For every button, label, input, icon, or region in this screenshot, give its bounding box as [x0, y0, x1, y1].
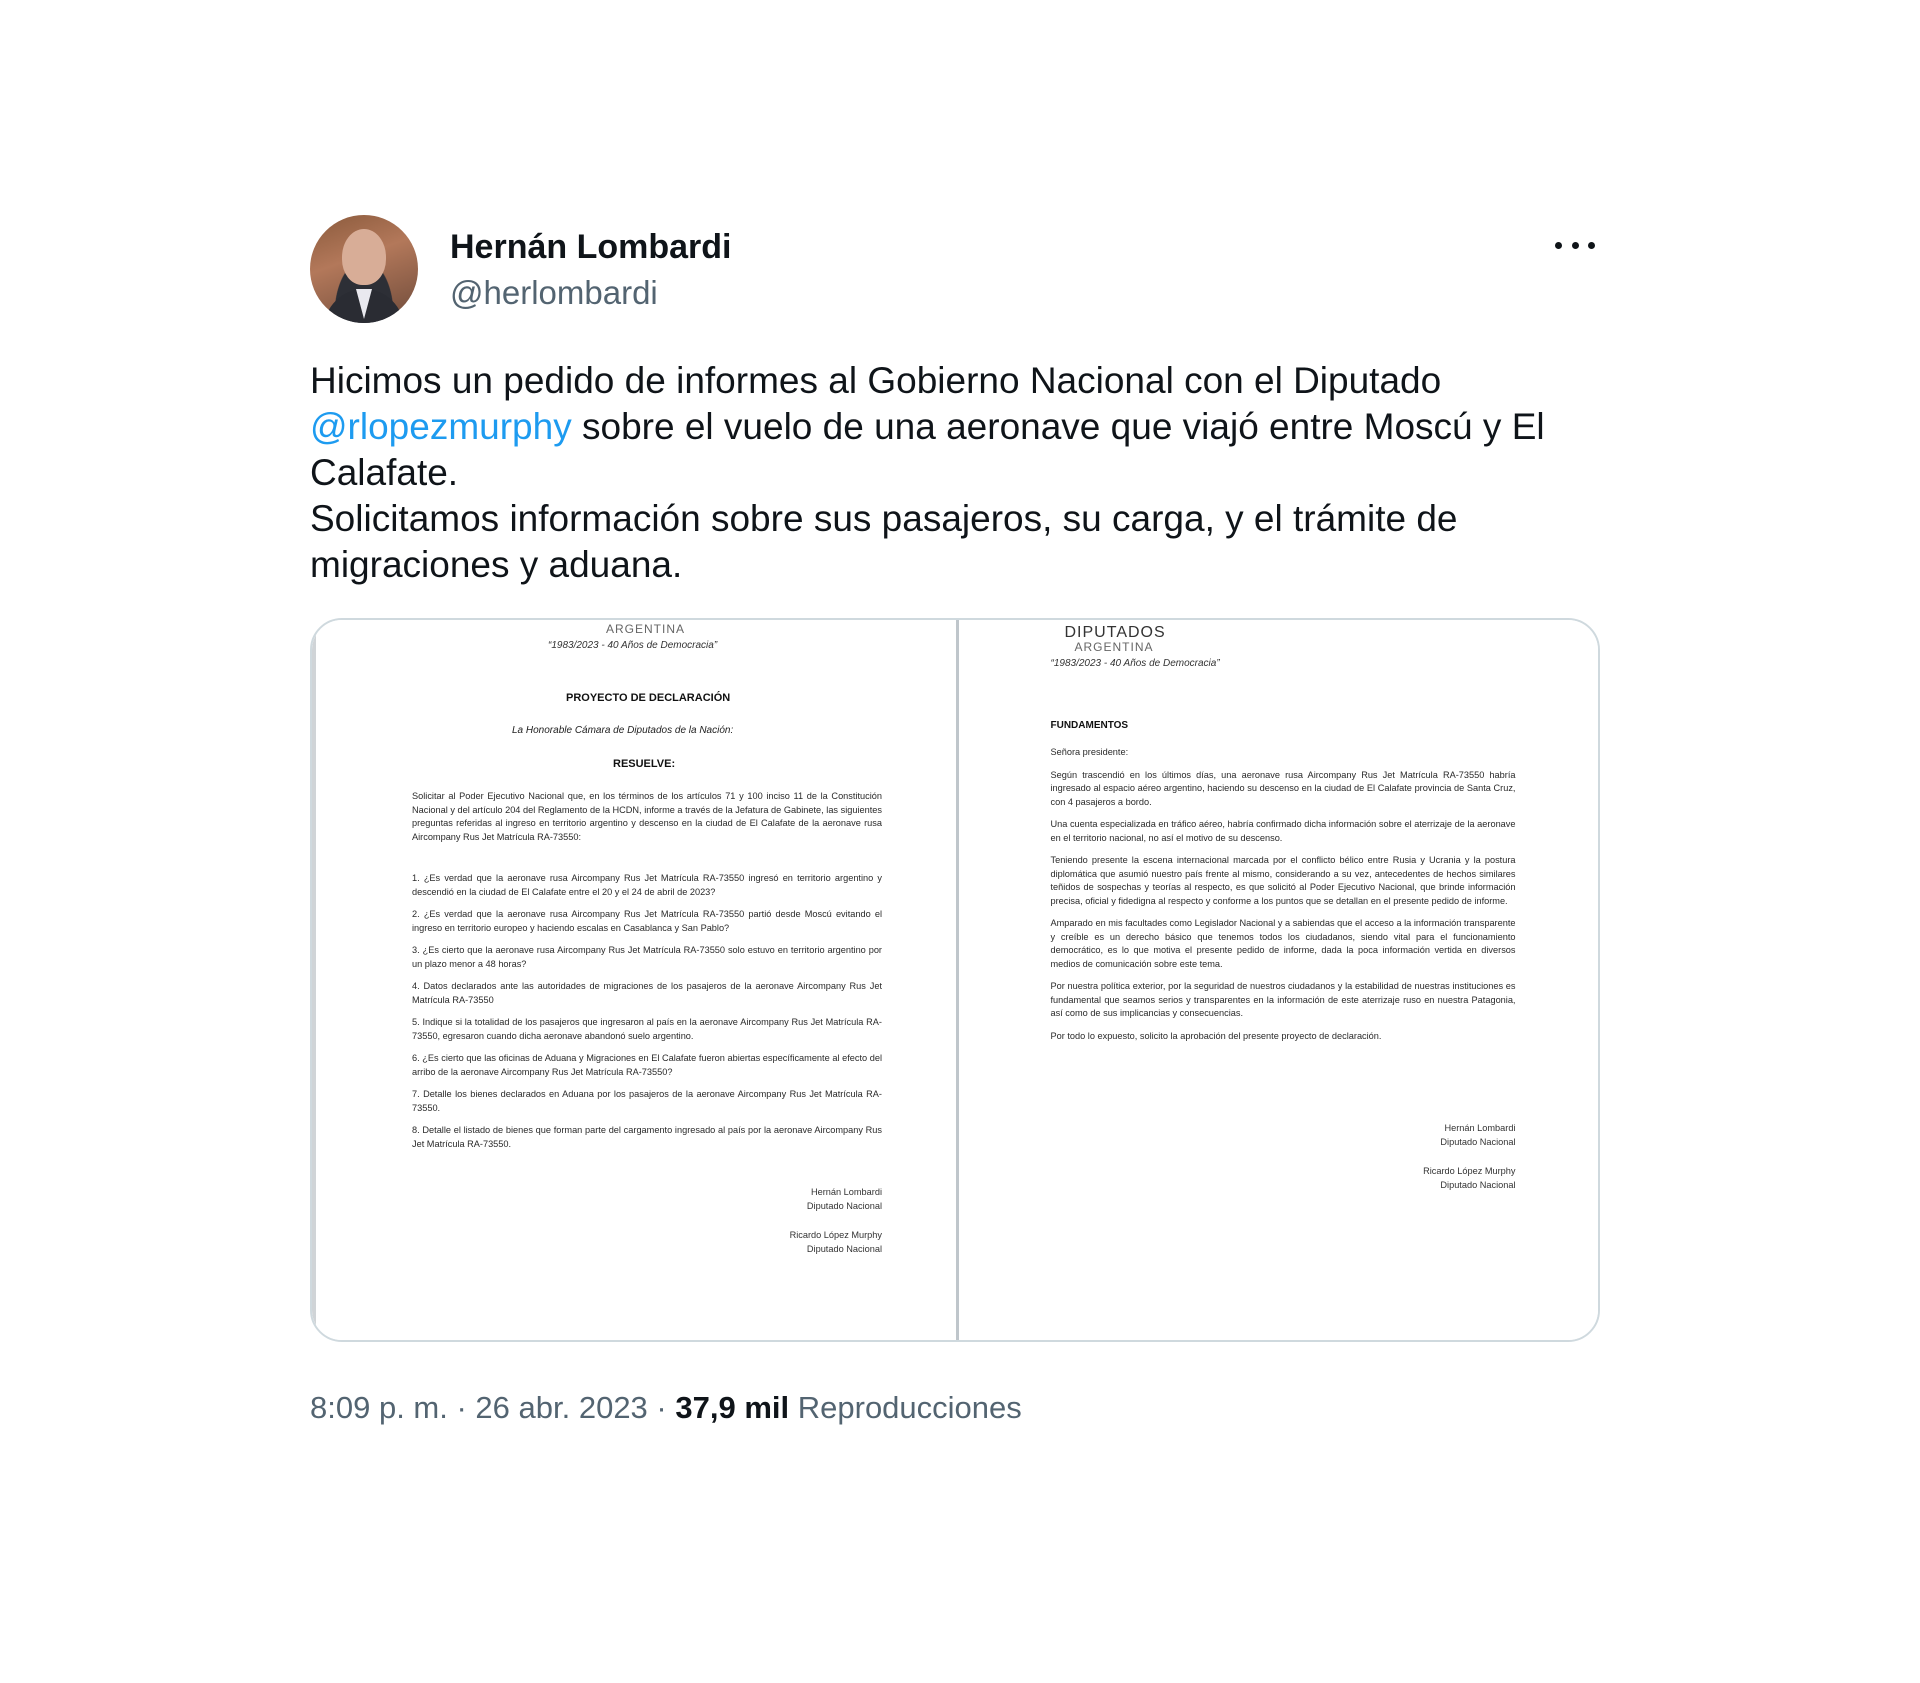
doc-paragraph: Por nuestra política exterior, por la seguridad de nuestros ciudadanos y la estabilidad de nuestras instituciones es fundamental que seamos serios y transparentes en la información de este aterrizaje ruso en nuestra Patagonia, así como de sus implicancias y consecuencias. — [1050, 981, 1516, 1018]
doc-item: 7. Detalle los bienes declarados en Aduana por los pasajeros de la aeronave Aircompany Rus Jet Matrícula RA-73550. — [412, 1089, 882, 1113]
doc-paragraph: Teniendo presente la escena internacional marcada por el conflicto bélico entre Rusia y Ucrania y la postura diplomática que asumió nuestro país frente al mismo, considerando a su vez, antecedentes de hechos similares teñidos de sospechas y teorías al respecto, es que solicitó al Poder Ejecutivo Nacional, que brinde información precisa, oficial y fidedigna al respecto y conforme a los puntos que se detallan en el presente pedido de informe. — [1050, 855, 1516, 906]
signer-role: Diputado Nacional — [806, 1243, 882, 1254]
tweet-date[interactable]: 26 abr. 2023 — [475, 1390, 648, 1425]
tweet-meta — [310, 1390, 1600, 1426]
avatar[interactable] — [310, 215, 418, 323]
doc-paragraph: Según trascendió en los últimos días, una aeronave rusa Aircompany Rus Jet Matrícula RA-73550 habría ingresado al espacio aéreo argentino, haciendo su descenso en la ciudad de El Calafate provincia de Santa Cruz, con 4 pasajeros a bordo. — [1050, 769, 1516, 807]
mention-link[interactable]: @rlopezmurphy — [310, 406, 572, 447]
signer-name: Hernán Lombardi — [1444, 1123, 1516, 1133]
doc-item: 8. Detalle el listado de bienes que forman parte del cargamento ingresado al país por la aeronave Aircompany Rus Jet Matrícula RA-73550. — [412, 1125, 882, 1149]
doc-chamber: La Honorable Cámara de Diputados de la Nación: — [512, 725, 734, 736]
doc-item: 3. ¿Es cierto que la aeronave rusa Aircompany Rus Jet Matrícula RA-73550 solo estuvo en territorio argentino por un plazo menor a 48 horas? — [412, 945, 882, 969]
document-page-left — [312, 620, 956, 1340]
signer-name: Ricardo López Murphy — [1423, 1166, 1516, 1176]
doc-header-big: DIPUTADOS — [1064, 624, 1166, 641]
doc-title: FUNDAMENTOS — [1050, 720, 1129, 731]
tweet-text-line3: Solicitamos información sobre sus pasajeros, su carga, y el trámite de migraciones y aduana. — [310, 498, 1458, 585]
meta-separator: · — [447, 1390, 476, 1425]
signer-role: Diputado Nacional — [806, 1200, 882, 1211]
doc-right-signatures — [1249, 1122, 1516, 1192]
tweet-text-line1: Hicimos un pedido de informes al Gobierno Nacional con el Diputado — [310, 360, 1442, 401]
doc-resolves: RESUELVE: — [613, 758, 676, 770]
dot — [1555, 242, 1562, 249]
doc-motto: “1983/2023 - 40 Años de Democracia” — [548, 640, 718, 651]
more-horizontal-icon[interactable] — [1555, 230, 1595, 260]
doc-paragraph: Por todo lo expuesto, solicito la aprobación del presente proyecto de declaración. — [1050, 1030, 1382, 1041]
dot — [1588, 242, 1595, 249]
author-name[interactable]: Hernán Lombardi — [450, 228, 732, 266]
attached-image[interactable] — [310, 618, 1600, 1342]
doc-country: ARGENTINA — [606, 622, 686, 636]
dot — [1572, 242, 1579, 249]
doc-paragraph: Una cuenta especializada en tráfico aéreo, habría confirmado dicha información sobre el aterrizaje de la aeronave en el territorio nacional, no así el motivo de su descenso. — [1050, 819, 1516, 843]
doc-country: ARGENTINA — [1074, 640, 1154, 654]
tweet-text-paragraph-1 — [310, 358, 1600, 496]
meta-separator: · — [647, 1390, 676, 1425]
signer-name: Hernán Lombardi — [811, 1187, 882, 1197]
doc-right-body — [1051, 746, 1516, 1052]
doc-left-body — [412, 790, 882, 1160]
doc-item: 5. Indique si la totalidad de los pasajeros que ingresaron al país en la aeronave Aircompany Rus Jet Matrícula RA-73550, egresaron cuando dicha aeronave abandonó suelo argentino. — [412, 1017, 882, 1041]
signer-role: Diputado Nacional — [1440, 1136, 1516, 1147]
doc-left-signatures — [616, 1186, 882, 1256]
views-label: Reproducciones — [797, 1390, 1022, 1425]
doc-intro: Solicitar al Poder Ejecutivo Nacional que, en los términos de los artículos 71 y 100 inciso 11 de la Constitución Nacional y del artículo 204 del Reglamento de la HCDN, informe a través de la Jefatura de Gabinete, las siguientes preguntas referidas al ingreso en territorio argentino y descenso en la ciudad de El Calafate de la aeronave rusa Aircompany Rus Jet Matrícula RA-73550: — [412, 791, 882, 842]
doc-paragraph: Amparado en mis facultades como Legislador Nacional y a sabiendas que el acceso a la información transparente y creíble es un derecho básico que tenemos todos los ciudadanos, siendo vital para el funcionamiento democrático, es lo que motiva el presente pedido de informe, dada la poca información vertida en diversos medios de comunicación sobre este tema. — [1050, 918, 1516, 969]
doc-salutation: Señora presidente: — [1050, 747, 1129, 757]
doc-item: 4. Datos declarados ante las autoridades de migraciones de los pasajeros de la aeronave Aircompany Rus Jet Matrícula RA-73550 — [412, 981, 882, 1005]
author-handle[interactable]: @herlombardi — [450, 274, 658, 311]
doc-motto: “1983/2023 - 40 Años de Democracia” — [1050, 658, 1220, 669]
avatar-head — [342, 229, 386, 285]
signer-role: Diputado Nacional — [1440, 1179, 1516, 1190]
tweet — [310, 210, 1600, 1426]
views-count: 37,9 mil — [675, 1390, 790, 1425]
tweet-time[interactable]: 8:09 p. m. — [310, 1390, 448, 1425]
document-page-right — [956, 620, 1599, 1340]
signer-name: Ricardo López Murphy — [789, 1230, 882, 1240]
doc-item: 6. ¿Es cierto que las oficinas de Aduana y Migraciones en El Calafate fueron abiertas específicamente al efecto del arribo de la aeronave Aircompany Rus Jet Matrícula RA-73550? — [412, 1053, 882, 1077]
doc-item: 1. ¿Es verdad que la aeronave rusa Aircompany Rus Jet Matrícula RA-73550 ingresó en territorio argentino y descendió en la ciudad de El Calafate entre el 20 y el 24 de abril de 2023? — [412, 873, 882, 897]
tweet-text — [310, 358, 1600, 588]
tweet-header — [310, 210, 1600, 322]
tweet-text-line2: sobre el vuelo de una aeronave que viajó entre Moscú y El Calafate. — [310, 406, 1545, 493]
doc-item: 2. ¿Es verdad que la aeronave rusa Aircompany Rus Jet Matrícula RA-73550 partió desde Moscú evitando el ingreso en territorio europeo y haciendo escalas en Casablanca y San Pablo? — [412, 909, 882, 933]
doc-title: PROYECTO DE DECLARACIÓN — [566, 692, 731, 704]
